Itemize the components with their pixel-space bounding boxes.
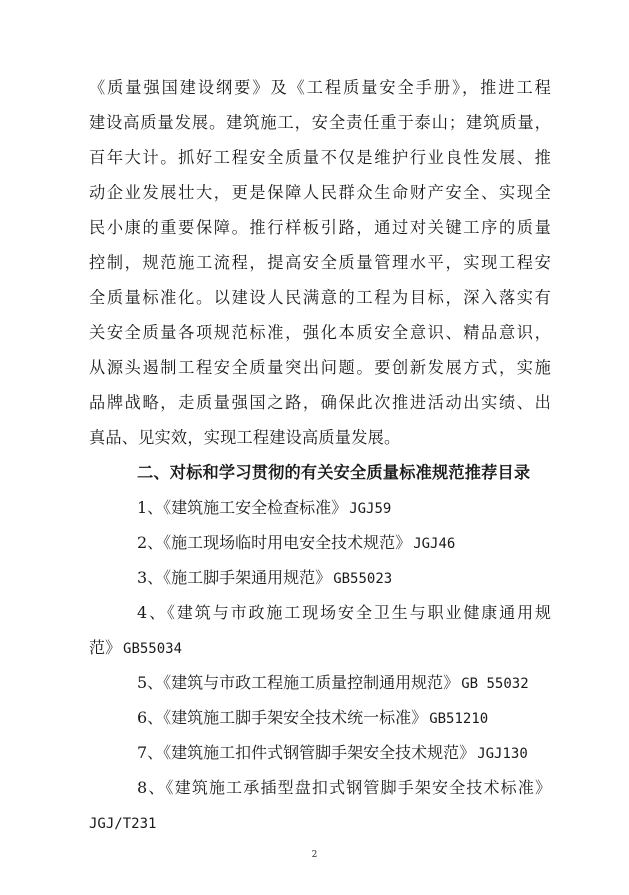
item-code: JGJ130 xyxy=(477,746,528,762)
item-code: GB55034 xyxy=(123,641,183,657)
item-code: JGJ/T231 xyxy=(89,816,157,832)
section-heading: 二、对标和学习贯彻的有关安全质量标准规范推荐目录 xyxy=(137,463,531,482)
item-title: 3、《施工脚手架通用规范》 xyxy=(137,568,332,587)
item-code: GB55023 xyxy=(333,571,393,587)
list-item xyxy=(137,741,528,766)
paragraph-line: 控制，规范施工流程，提高安全质量管理水平，实现工程安 xyxy=(89,253,551,272)
item-code: GB51210 xyxy=(429,711,489,727)
item-title: 7、《建筑施工扣件式钢管脚手架安全技术规范》 xyxy=(137,743,476,762)
item-title: 6、《建筑施工脚手架安全技术统一标准》 xyxy=(137,708,428,727)
page-number: 2 xyxy=(311,850,318,860)
list-item xyxy=(137,706,488,731)
list-item xyxy=(137,566,392,591)
paragraph-line: 关安全质量各项规范标准，强化本质安全意识、精品意识， xyxy=(89,323,551,342)
list-item-continuation xyxy=(89,636,182,661)
item-title: 8、《建筑施工承插型盘扣式钢管脚手架安全技术标准》 xyxy=(137,778,551,797)
list-item xyxy=(137,531,455,556)
list-item xyxy=(137,776,551,800)
item-code: JGJ46 xyxy=(413,536,456,552)
list-item xyxy=(137,671,529,696)
paragraph-line: 建设高质量发展。建筑施工，安全责任重于泰山；建筑质量， xyxy=(89,113,551,132)
item-code: GB 55032 xyxy=(461,676,529,692)
paragraph-line: 百年大计。抓好工程安全质量不仅是维护行业良性发展、推 xyxy=(89,148,551,167)
paragraph-line: 全质量标准化。以建设人民满意的工程为目标，深入落实有 xyxy=(89,288,551,307)
list-item xyxy=(137,496,391,521)
paragraph-line: 真品、见实效，实现工程建设高质量发展。 xyxy=(89,428,401,447)
paragraph-line: 品牌战略，走质量强国之路，确保此次推进活动出实绩、出 xyxy=(89,393,551,412)
paragraph-line: 《质量强国建设纲要》及《工程质量安全手册》，推进工程 xyxy=(89,78,551,97)
list-item-continuation xyxy=(89,811,156,836)
paragraph-line: 从源头遏制工程安全质量突出问题。要创新发展方式，实施 xyxy=(89,358,551,377)
item-title: 1、《建筑施工安全检查标准》 xyxy=(137,498,348,517)
list-item xyxy=(137,601,551,625)
item-title: 范》 xyxy=(89,638,122,657)
item-title: 2、《施工现场临时用电安全技术规范》 xyxy=(137,533,412,552)
paragraph-line: 动企业发展壮大，更是保障人民群众生命财产安全、实现全 xyxy=(89,183,551,202)
item-title: 5、《建筑与市政工程施工质量控制通用规范》 xyxy=(137,673,460,692)
item-title: 4、《建筑与市政施工现场安全卫生与职业健康通用规 xyxy=(137,603,551,622)
item-code: JGJ59 xyxy=(349,501,392,517)
paragraph-line: 民小康的重要保障。推行样板引路，通过对关键工序的质量 xyxy=(89,218,551,237)
